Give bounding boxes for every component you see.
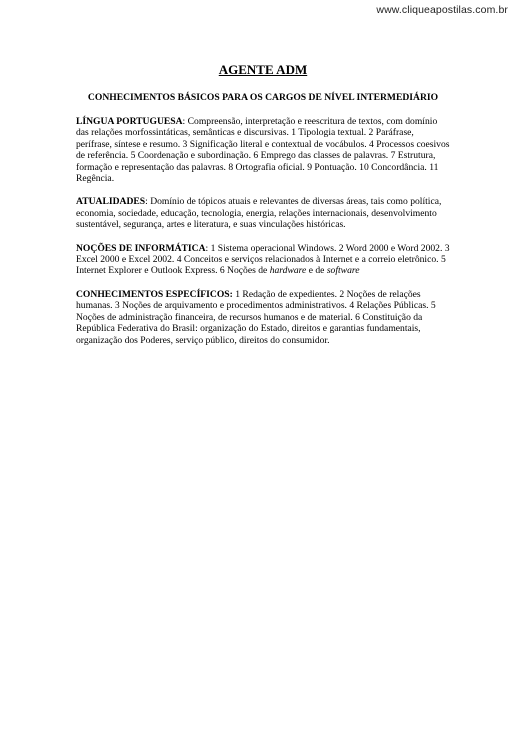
section-lingua-portuguesa: [76, 116, 450, 184]
section-heading: LÍNGUA PORTUGUESA: [76, 116, 183, 127]
page-subtitle: CONHECIMENTOS BÁSICOS PARA OS CARGOS DE NÍVEL INTERMEDIÁRIO: [87, 92, 439, 103]
section-text: Compreensão, interpretação e reescritura de textos, com domínio das relações morfossintáticas, semânticas e discursivas. 1 Tipologia textual. 2 Paráfrase, perífrase, síntese e resumo. 3 Significação literal e contextual de vocábulos. 4 Processos coesivos de referência. 5 Coordenação e subordinação. 6 Emprego das classes de palavras. 7 Estrutura, formação e representação das palavras. 8 Ortografia oficial. 9 Pontuação. 10 Concordância. 11 Regência.: [76, 116, 450, 185]
section-heading: NOÇÕES DE INFORMÁTICA: [76, 242, 206, 254]
section-text: 1 Sistema operacional Windows. 2 Word 2000 e Word 2002. 3 Excel 2000 e Excel 2002. 4 Conceitos e serviços relacionados à Internet e a correio eletrônico. 5 Internet Explorer e Outlook Express. 6 Noções de: [76, 242, 450, 277]
section-heading: ATUALIDADES: [76, 196, 146, 208]
page-title: AGENTE ADM: [218, 62, 308, 77]
section-separator: :: [145, 196, 151, 208]
section-text: 1 Redação de expedientes. 2 Noções de relações humanas. 3 Noções de arquivamento e procedimentos administrativos. 4 Relações Públicas. 5 Noções de administração financeira, de recursos humanos e de material. 6 Constituição da República Federativa do Brasil: organização do Estado, direitos e garantias fundamentais, organização dos Poderes, serviço público, direitos do consumidor.: [76, 288, 436, 346]
section-separator: :: [182, 116, 188, 127]
document-body: [76, 62, 450, 358]
site-watermark: www.cliqueapostilas.com.br: [376, 4, 508, 16]
section-conhecimentos-especificos: [76, 289, 450, 346]
section-italic-term: hardware: [269, 265, 307, 277]
section-nocoes-de-informatica: [76, 243, 450, 277]
section-text: Domínio de tópicos atuais e relevantes de diversas áreas, tais como política, economia, sociedade, educação, tecnologia, energia, relações internacionais, desenvolvimento sustentável, segurança, artes e literatura, e suas vinculações históricas.: [76, 196, 442, 231]
section-italic-term: software: [326, 265, 360, 277]
section-separator: :: [205, 242, 211, 254]
section-heading: CONHECIMENTOS ESPECÍFICOS:: [76, 288, 233, 300]
section-text-connector: e de: [306, 265, 327, 277]
section-atualidades: [76, 196, 450, 230]
